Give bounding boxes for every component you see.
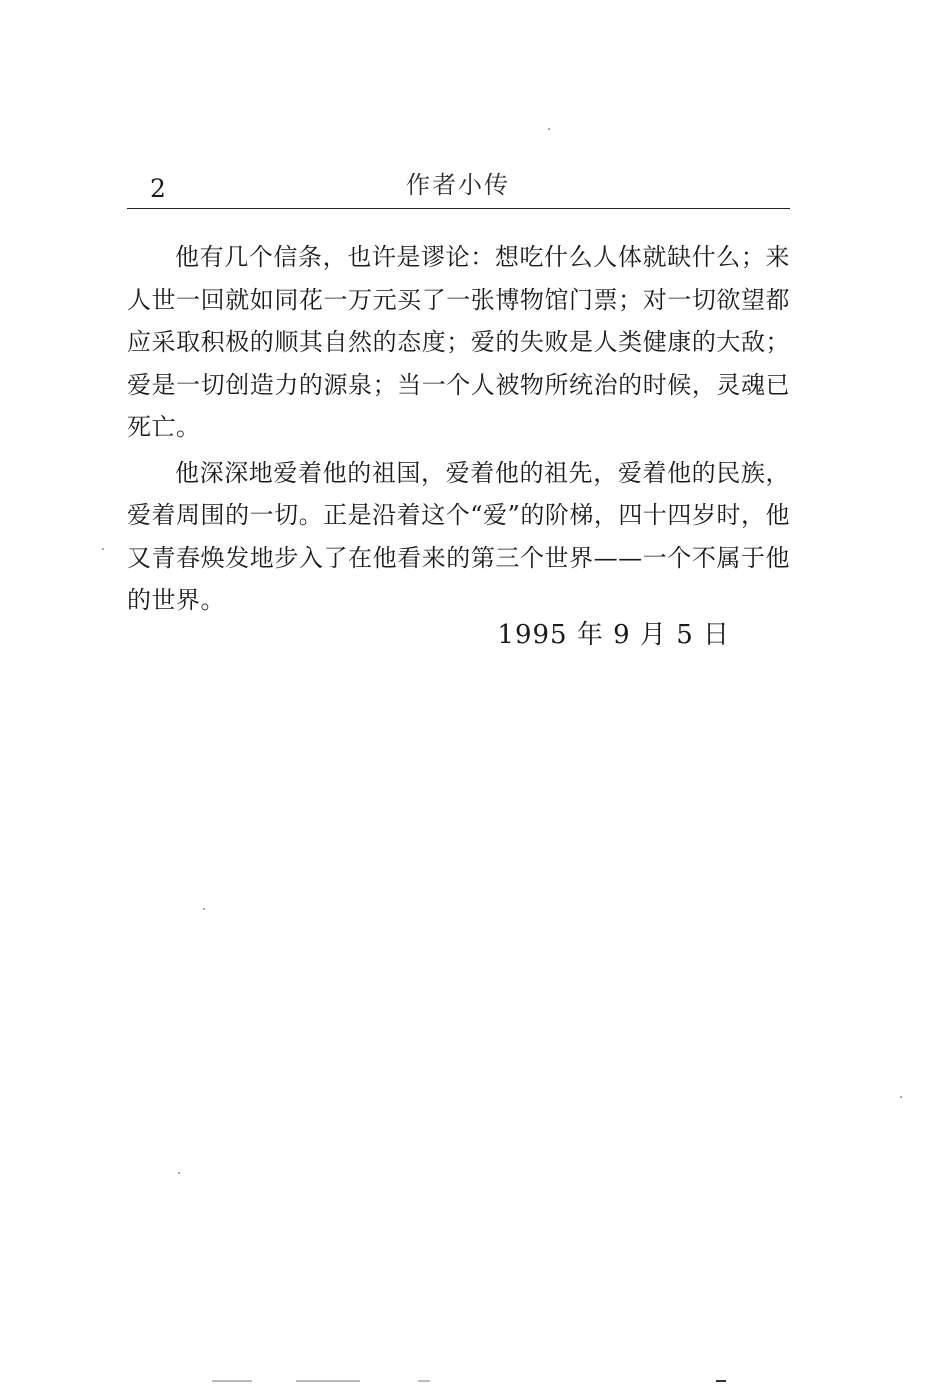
paragraph: 他有几个信条，也许是谬论：想吃什么人体就缺什么；来人世一回就如同花一万元买了一张博物馆门票；对一切欲望都应采取积极的顺其自然的态度；爱的失败是人类健康的大敌；爱是一切创造力的源泉；当一个人被物所统治的时候，灵魂已死亡。	[127, 243, 790, 441]
scan-speck	[203, 908, 205, 910]
paragraph: 他深深地爱着他的祖国，爱着他的祖先，爱着他的民族，爱着周围的一切。正是沿着这个“爱”的阶梯，四十四岁时，他又青春焕发地步入了在他看来的第三个世界——一个不属于他的世界。	[127, 458, 790, 614]
date-line: 1995 年 9 月 5 日	[497, 620, 730, 650]
scan-speck	[900, 1096, 902, 1098]
scan-noise	[296, 1380, 360, 1382]
body-text	[127, 236, 790, 625]
running-title: 作者小传	[406, 171, 510, 199]
scan-noise	[212, 1380, 252, 1382]
page-number: 2	[150, 174, 166, 203]
header-rule	[127, 208, 790, 209]
scan-speck	[102, 548, 104, 550]
scan-noise	[716, 1380, 726, 1382]
scan-speck	[178, 1172, 180, 1174]
scan-speck	[548, 128, 550, 130]
scan-noise	[418, 1380, 430, 1382]
